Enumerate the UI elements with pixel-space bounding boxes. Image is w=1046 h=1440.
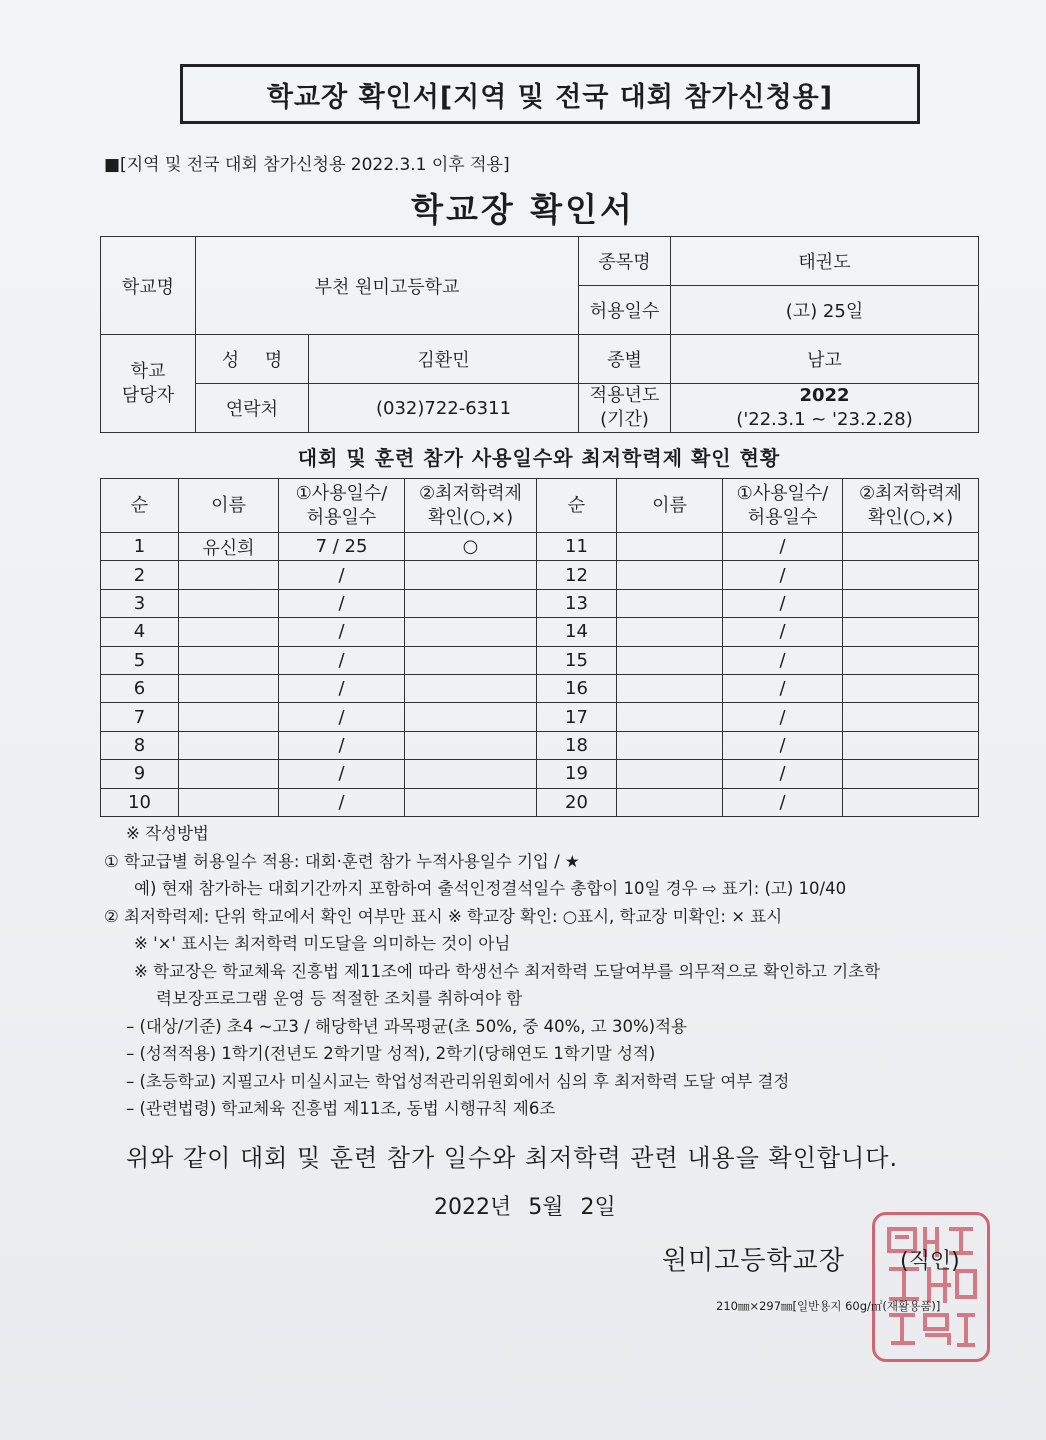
- notes-title: ※ 작성방법: [126, 824, 209, 843]
- row-name-left: [179, 788, 279, 816]
- row-check-left: [405, 561, 537, 589]
- detail-law: – (관련법령) 학교체육 진흥법 제11조, 동법 시행규칙 제6조: [126, 1099, 556, 1118]
- document-title: 학교장 확인서: [411, 190, 635, 229]
- status-row: [101, 731, 979, 759]
- row-name-right: [617, 788, 723, 816]
- row-check-left: [405, 646, 537, 674]
- status-row: [101, 760, 979, 788]
- row-no-left: 3: [101, 589, 179, 617]
- detail-elementary: – (초등학교) 지필고사 미실시교는 학업성적관리위원회에서 심의 후 최저학력 도달 여부 결정: [126, 1071, 790, 1091]
- note-2: ② 최저학력제: 단위 학교에서 확인 여부만 표시 ※ 학교장 확인: ○표시, 학교장 미확인: × 표시: [104, 906, 783, 926]
- status-row: [101, 788, 979, 816]
- row-days-left: /: [279, 646, 405, 674]
- row-check-left: [405, 731, 537, 759]
- col-check-line2: 확인(○,×): [867, 506, 954, 528]
- form-title-box: [180, 64, 920, 124]
- col-name-left: 이름: [179, 479, 279, 533]
- row-no-right: 12: [537, 561, 617, 589]
- row-days-right: /: [723, 561, 843, 589]
- seal-mark-label: (직인): [900, 1249, 960, 1274]
- row-name-right: [617, 703, 723, 731]
- detail-target: – (대상/기준) 초4 ~고3 / 해당학년 과목평균(초 50%, 중 40%, 고 30%)적용: [126, 1016, 687, 1036]
- note-1-example: 예) 현재 참가하는 대회기간까지 포함하여 출석인정결석일수 총합이 10일 경우 ⇨ 표기: (고) 10/40: [134, 879, 847, 898]
- row-check-left: ○: [405, 533, 537, 561]
- row-no-left: 2: [101, 561, 179, 589]
- school-name-value: 부천 원미고등학교: [196, 237, 579, 335]
- row-name-left: [179, 646, 279, 674]
- row-days-left: /: [279, 760, 405, 788]
- school-info-table: [100, 236, 979, 433]
- col-days-line2: 허용일수: [747, 506, 818, 528]
- col-days-line2: 허용일수: [306, 506, 377, 528]
- row-no-right: 11: [537, 533, 617, 561]
- col-days-line1: ①사용일수/: [295, 482, 388, 504]
- row-name-left: [179, 760, 279, 788]
- row-no-right: 13: [537, 589, 617, 617]
- year-cell: [671, 384, 979, 433]
- col-check-line1: ②최저학력제: [418, 482, 523, 504]
- row-check-right: [843, 731, 979, 759]
- row-days-left: /: [279, 703, 405, 731]
- year-label-line2: (기간): [600, 409, 649, 430]
- row-check-right: [843, 674, 979, 702]
- row-days-right: /: [723, 589, 843, 617]
- row-days-right: /: [723, 618, 843, 646]
- row-name-right: [617, 533, 723, 561]
- row-check-right: [843, 703, 979, 731]
- col-name-right: 이름: [617, 479, 723, 533]
- allowed-days-label: 허용일수: [579, 286, 671, 335]
- row-name-left: [179, 618, 279, 646]
- row-check-left: [405, 589, 537, 617]
- row-name-left: [179, 674, 279, 702]
- row-no-left: 4: [101, 618, 179, 646]
- status-row: [101, 646, 979, 674]
- official-seal-stamp: [872, 1212, 990, 1362]
- status-table: [100, 478, 979, 817]
- status-row: [101, 703, 979, 731]
- row-no-left: 9: [101, 760, 179, 788]
- row-name-right: [617, 618, 723, 646]
- year-label-line1: 적용년도: [589, 385, 660, 406]
- row-check-right: [843, 533, 979, 561]
- row-check-right: [843, 646, 979, 674]
- contact-group-label: [101, 335, 196, 433]
- row-days-right: /: [723, 703, 843, 731]
- row-check-right: [843, 760, 979, 788]
- row-name-right: [617, 589, 723, 617]
- row-no-right: 17: [537, 703, 617, 731]
- name-label: 성 명: [196, 335, 309, 384]
- row-check-left: [405, 618, 537, 646]
- row-days-left: /: [279, 674, 405, 702]
- col-check-right: [843, 479, 979, 533]
- sport-value: 태권도: [671, 237, 979, 286]
- year-label: [579, 384, 671, 433]
- note-2-a: ※ '×' 표시는 최저학력 미도달을 의미하는 것이 아님: [134, 934, 511, 953]
- allowed-days-value: (고) 25일: [671, 286, 979, 335]
- row-check-left: [405, 703, 537, 731]
- row-no-right: 20: [537, 788, 617, 816]
- row-name-left: [179, 589, 279, 617]
- row-check-left: [405, 788, 537, 816]
- row-days-left: /: [279, 618, 405, 646]
- row-no-left: 10: [101, 788, 179, 816]
- col-check-line2: 확인(○,×): [427, 506, 514, 528]
- form-title: 학교장 확인서[지역 및 전국 대회 참가신청용]: [266, 81, 834, 113]
- status-row: [101, 674, 979, 702]
- apply-note: ■[지역 및 전국 대회 참가신청용 2022.3.1 이후 적용]: [104, 155, 510, 175]
- paper-spec: 210㎜×297㎜[일반용지 60g/㎡(재활용품)]: [716, 1299, 941, 1313]
- col-check-left: [405, 479, 537, 533]
- row-no-left: 1: [101, 533, 179, 561]
- school-name-label: 학교명: [101, 237, 196, 335]
- col-check-line1: ②최저학력제: [858, 482, 963, 504]
- period-value: ('22.3.1 ~ '23.2.28): [736, 409, 913, 430]
- contact-group-label-line1: 학교: [130, 360, 166, 382]
- row-days-right: /: [723, 674, 843, 702]
- row-name-right: [617, 674, 723, 702]
- row-check-right: [843, 618, 979, 646]
- writing-instructions: [104, 820, 984, 1123]
- row-days-left: 7 / 25: [279, 533, 405, 561]
- note-1: ① 학교급별 허용일수 적용: 대회·훈련 참가 누적사용일수 기입 / ★: [104, 851, 580, 871]
- row-days-left: /: [279, 788, 405, 816]
- status-row: [101, 618, 979, 646]
- row-days-right: /: [723, 731, 843, 759]
- row-no-left: 5: [101, 646, 179, 674]
- col-days-line1: ①사용일수/: [736, 482, 829, 504]
- col-no-right: 순: [537, 479, 617, 533]
- row-name-right: [617, 646, 723, 674]
- row-no-right: 18: [537, 731, 617, 759]
- row-check-right: [843, 589, 979, 617]
- sport-label: 종목명: [579, 237, 671, 286]
- note-2-b-cont: 력보장프로그램 운영 등 적절한 조치를 취하여야 함: [156, 989, 523, 1008]
- row-name-left: 유신희: [179, 533, 279, 561]
- status-header-row: [101, 479, 979, 533]
- row-name-left: [179, 703, 279, 731]
- row-name-right: [617, 731, 723, 759]
- note-2-b: ※ 학교장은 학교체육 진흥법 제11조에 따라 학생선수 최저학력 도달여부를 의무적으로 확인하고 기초학: [134, 961, 881, 981]
- row-no-left: 6: [101, 674, 179, 702]
- contact-group-label-line2: 담당자: [121, 384, 175, 406]
- name-value: 김환민: [309, 335, 579, 384]
- row-no-left: 8: [101, 731, 179, 759]
- col-no-left: 순: [101, 479, 179, 533]
- col-days-left: [279, 479, 405, 533]
- row-days-left: /: [279, 731, 405, 759]
- row-name-left: [179, 561, 279, 589]
- row-no-right: 15: [537, 646, 617, 674]
- row-name-left: [179, 731, 279, 759]
- row-days-right: /: [723, 646, 843, 674]
- row-check-left: [405, 760, 537, 788]
- status-row: [101, 533, 979, 561]
- col-days-right: [723, 479, 843, 533]
- row-check-right: [843, 788, 979, 816]
- row-no-right: 14: [537, 618, 617, 646]
- category-value: 남고: [671, 335, 979, 384]
- row-days-left: /: [279, 561, 405, 589]
- issue-date: 2022년 5월 2일: [434, 1195, 616, 1220]
- row-no-right: 16: [537, 674, 617, 702]
- status-row: [101, 589, 979, 617]
- status-heading: 대회 및 훈련 참가 사용일수와 최저학력제 확인 현황: [297, 446, 781, 470]
- row-check-right: [843, 561, 979, 589]
- phone-label: 연락처: [196, 384, 309, 433]
- row-no-left: 7: [101, 703, 179, 731]
- row-name-right: [617, 760, 723, 788]
- confirmation-statement: 위와 같이 대회 및 훈련 참가 일수와 최저학력 관련 내용을 확인합니다.: [126, 1144, 899, 1172]
- row-check-left: [405, 674, 537, 702]
- row-name-right: [617, 561, 723, 589]
- row-days-right: /: [723, 760, 843, 788]
- row-no-right: 19: [537, 760, 617, 788]
- row-days-right: /: [723, 788, 843, 816]
- status-row: [101, 561, 979, 589]
- row-days-left: /: [279, 589, 405, 617]
- category-label: 종별: [579, 335, 671, 384]
- phone-value: (032)722-6311: [309, 384, 579, 433]
- row-days-right: /: [723, 533, 843, 561]
- principal-name: 원미고등학교장: [662, 1246, 845, 1276]
- detail-grades: – (성적적용) 1학기(전년도 2학기말 성적), 2학기(당해연도 1학기말 성적): [126, 1044, 656, 1063]
- year-value: 2022: [799, 385, 850, 406]
